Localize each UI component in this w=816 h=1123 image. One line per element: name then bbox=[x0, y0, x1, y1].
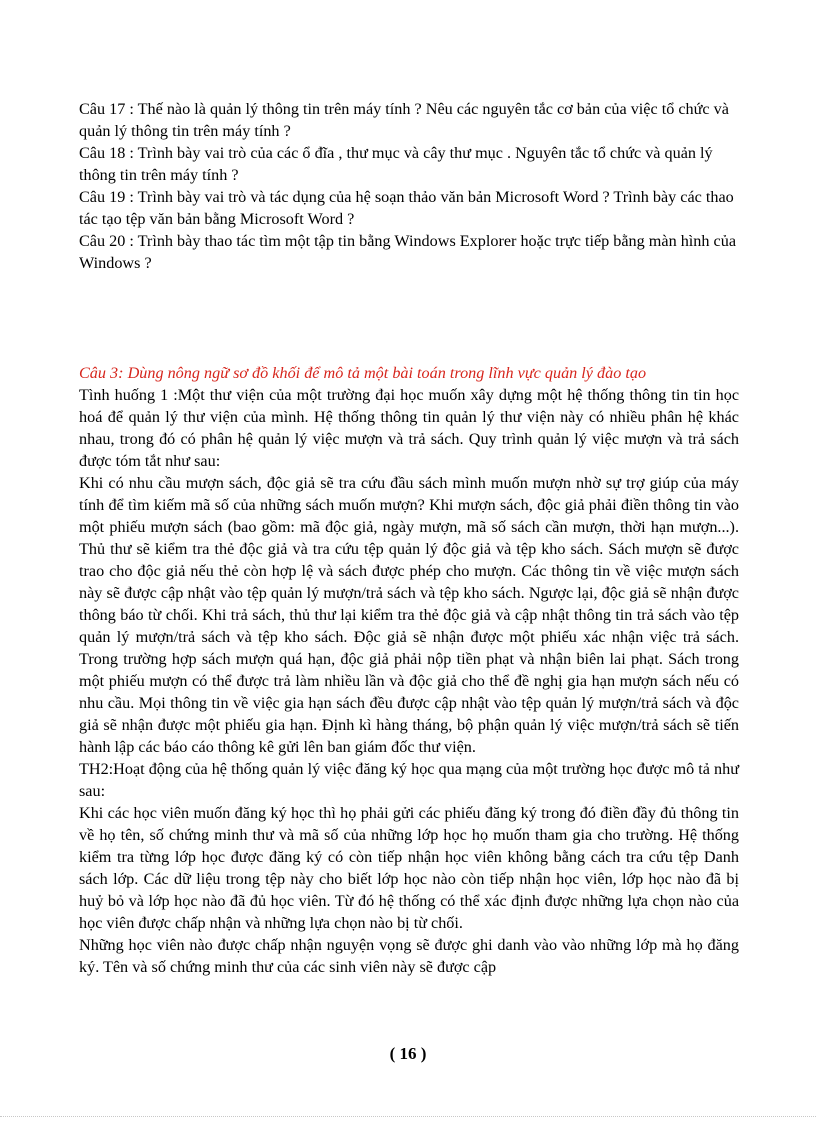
section-heading: Câu 3: Dùng nông ngữ sơ đồ khối để mô tả một bài toán trong lĩnh vực quản lý đào tạo bbox=[79, 364, 647, 382]
question-18: Câu 18 : Trình bày vai trò của các ổ đĩa , thư mục và cây thư mục . Nguyên tắc tổ chức và quản lý thông tin trên máy tính ? bbox=[79, 144, 713, 184]
question-17: Câu 17 : Thế nào là quản lý thông tin trên máy tính ? Nêu các nguyên tắc cơ bản của việc tổ chức và quản lý thông tin trên máy tính ? bbox=[79, 100, 729, 140]
paragraph-situation-1: Tình huống 1 :Một thư viện của một trường đại học muốn xây dựng một hệ thống thông tin tin học hoá để quản lý thư viện của mình. Hệ thống thông tin quản lý thư viện này có nhiều phân hệ khác nhau, trong đó có phân hệ quản lý việc mượn và trả sách. Quy trình quản lý việc mượn và trả sách được tóm tắt như sau: bbox=[79, 386, 739, 470]
question-19: Câu 19 : Trình bày vai trò và tác dụng của hệ soạn thảo văn bản Microsoft Word ? Trình bày các thao tác tạo tệp văn bản bằng Microsoft Word ? bbox=[79, 188, 734, 228]
page-border bbox=[0, 1116, 816, 1117]
page-number: ( 16 ) bbox=[389, 1044, 427, 1063]
page-content bbox=[79, 98, 739, 978]
question-list bbox=[79, 98, 739, 274]
paragraph-accepted-students: Những học viên nào được chấp nhận nguyện vọng sẽ được ghi danh vào vào những lớp mà họ đăng ký. Tên và số chứng minh thư của các sinh viên này sẽ được cập bbox=[79, 936, 739, 976]
paragraph-registration: Khi các học viên muốn đăng ký học thì họ phải gửi các phiếu đăng ký trong đó điền đầy đủ thông tin về họ tên, số chứng minh thư và mã số của những lớp học họ muốn tham gia cho trường. Hệ thống kiểm tra từng lớp học được đăng ký có còn tiếp nhận học viên không bằng cách tra cứu tệp Danh sách lớp. Các dữ liệu trong tệp này cho biết lớp học nào còn tiếp nhận học viên, lớp học nào đã bị huỷ bỏ và lớp học nào đã đủ học viên. Từ đó hệ thống có thể xác định được những lựa chọn nào của học viên được chấp nhận và những lựa chọn nào bị từ chối. bbox=[79, 804, 739, 932]
section-cau-3 bbox=[79, 362, 739, 978]
spacer bbox=[79, 274, 739, 362]
question-20: Câu 20 : Trình bày thao tác tìm một tập tin bằng Windows Explorer hoặc trực tiếp bằng màn hình của Windows ? bbox=[79, 232, 736, 272]
paragraph-borrow-process: Khi có nhu cầu mượn sách, độc giả sẽ tra cứu đầu sách mình muốn mượn nhờ sự trợ giúp của máy tính để tìm kiếm mã số của những sách muốn mượn? Khi mượn sách, độc giả phải điền thông tin vào một phiếu mượn sách (bao gồm: mã độc giả, ngày mượn, mã số sách cần mượn, thời hạn mượn...). Thủ thư sẽ kiểm tra thẻ độc giả và tra cứu tệp quản lý độc giả và tệp kho sách. Sách mượn sẽ được trao cho độc giả nếu thẻ còn hợp lệ và sách được phép cho mượn. Các thông tin về việc mượn sách này sẽ được cập nhật vào tệp quản lý mượn/trả sách và tệp kho sách. Ngược lại, độc giả sẽ nhận được thông báo từ chối. Khi trả sách, thủ thư lại kiểm tra thẻ độc giả và cập nhật thông tin trả sách vào tệp quản lý mượn/trả sách và tệp kho sách. Độc giả sẽ nhận được một phiếu xác nhận việc trả sách. Trong trường hợp sách mượn quá hạn, độc giả phải nộp tiền phạt và nhận biên lai phạt. Sách trong một phiếu mượn có thể được trả làm nhiều lần và độc giả cho thể đề nghị gia hạn mượn sách nếu có nhu cầu. Mọi thông tin về việc gia hạn sách đều được cập nhật vào tệp quản lý mượn/trả sách và độc giả sẽ nhận được một phiếu gia hạn. Định kì hàng tháng, bộ phận quản lý việc mượn/trả sách sẽ tiến hành lập các báo cáo thông kê gửi lên ban giám đốc thư viện. bbox=[79, 474, 739, 756]
paragraph-situation-2: TH2:Hoạt động của hệ thống quản lý việc đăng ký học qua mạng của một trường học được mô tả như sau: bbox=[79, 760, 739, 800]
